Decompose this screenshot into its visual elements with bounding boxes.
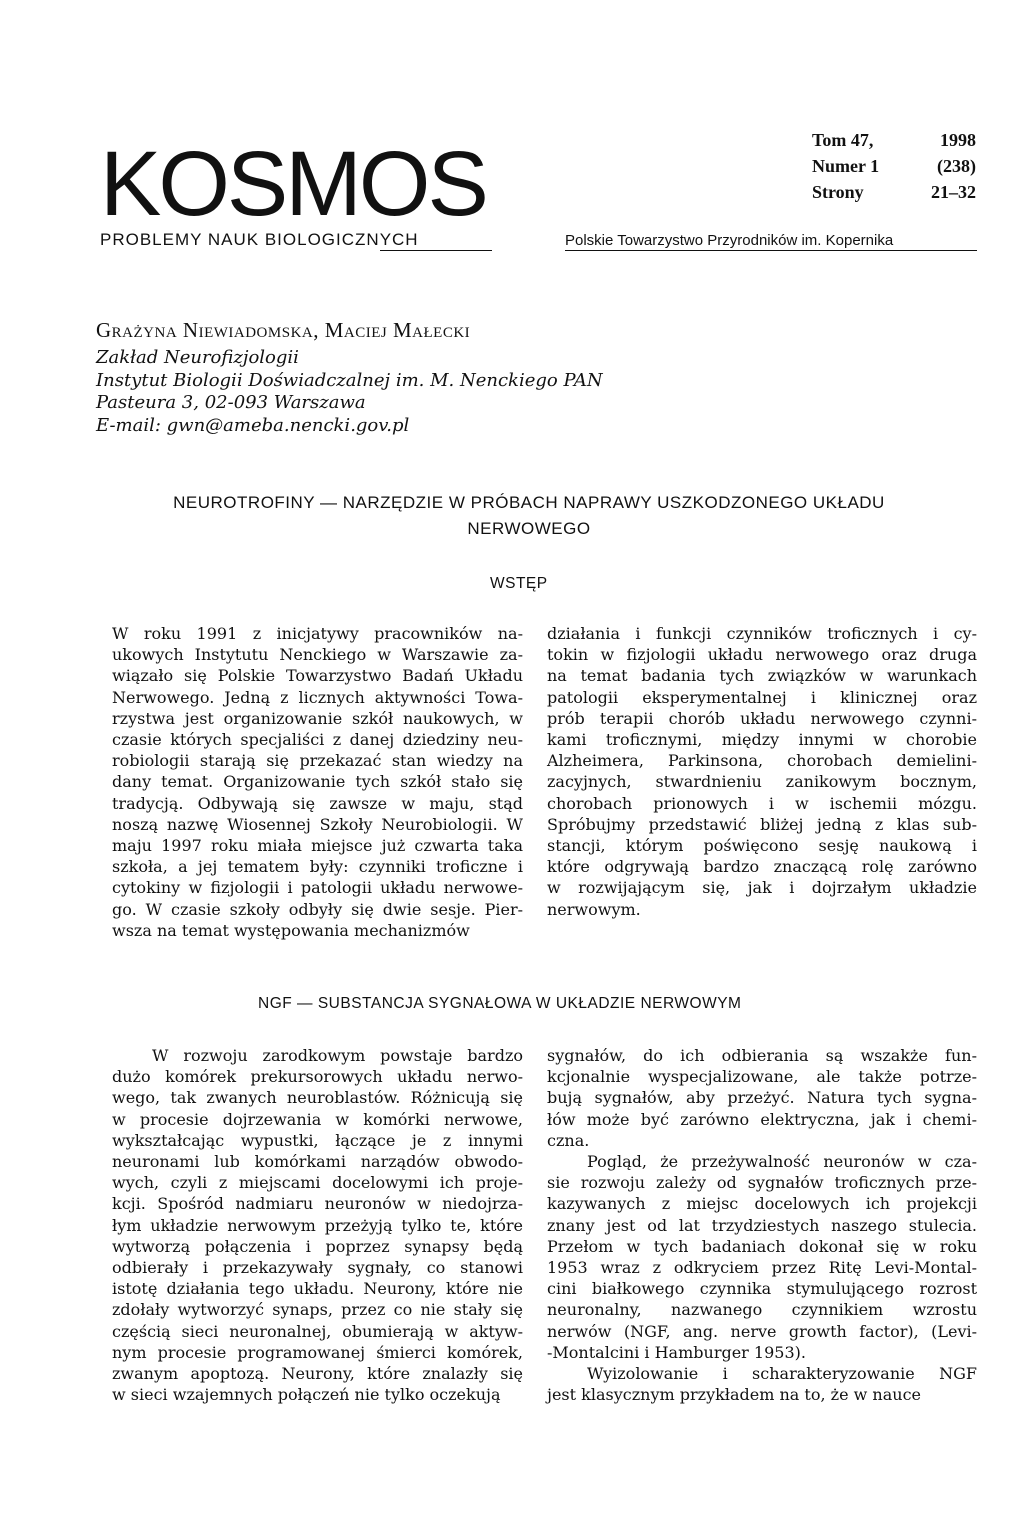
volume-value: 1998 [940, 130, 976, 150]
section-heading-ngf: NGF — SUBSTANCJA SYGNAŁOWA W UKŁADZIE NERWOWYM [258, 995, 742, 1012]
text-line: cytokiny w fizjologii i patologii układu nerwowe- [112, 878, 523, 898]
text-line: robiologii starają się przekazać stan wiedzy na [112, 751, 523, 771]
text-line: znany jest od lat trzydziestych naszego stulecia. [547, 1215, 977, 1235]
text-line: Wyizolowanie i scharakteryzowanie NGF [587, 1364, 977, 1384]
text-line: jest klasycznym przykładem na to, że w nauce [547, 1385, 922, 1405]
affiliation-line: Pasteura 3, 02-093 Warszawa [96, 392, 366, 413]
text-line: dużo komórek prekursorowych układu nerwo- [112, 1067, 523, 1087]
article-title-line: NERWOWEGO [467, 519, 591, 538]
affiliation-email: E-mail: gwn@ameba.nencki.gov.pl [96, 414, 410, 436]
text-line: dany temat. Organizowanie tych szkół stało się [112, 772, 523, 792]
society-name: Polskie Towarzystwo Przyrodników im. Kopernika [565, 232, 894, 249]
text-line: na temat badania tych związków w warunkach [547, 666, 977, 686]
text-line: W rozwoju zarodkowym powstaje bardzo [152, 1046, 523, 1065]
text-line: Pogląd, że przeżywalność neuronów w cza- [587, 1152, 977, 1172]
text-line: noszą nazwę Wiosennej Szkoły Neurobiologii. W [112, 814, 523, 834]
text-line: w procesie dojrzewania w komórki nerwowe, [112, 1109, 523, 1129]
authors: Grażyna Niewiadomska, Maciej Małecki [96, 318, 471, 342]
intro-right-column [547, 623, 977, 920]
issue-value: (238) [937, 156, 976, 176]
header-rule-right [565, 250, 977, 251]
text-line: wykształcając wypustki, łączące je z innymi [112, 1130, 523, 1150]
text-line: nym procesie programowanej śmierci komórek, [112, 1342, 523, 1362]
volume-label: Tom 47, [812, 130, 874, 150]
journal-logo: KOSMOS [100, 133, 486, 235]
text-line: rzystwa jest organizowanie szkół naukowych, w [112, 708, 523, 728]
text-line: sygnałów, do ich odbierania są wszakże fun- [547, 1046, 977, 1065]
text-line: wsza na temat występowania mechanizmów [112, 920, 470, 940]
text-line: neuronalny, nazwanego czynnikiem wzrostu [547, 1300, 977, 1320]
text-line: chorobach prionowych i w ischemii mózgu. [547, 793, 977, 813]
ngf-right-column [547, 1045, 977, 1405]
article-title-line: NEUROTROFINY — NARZĘDZIE W PRÓBACH NAPRAWY USZKODZONEGO UKŁADU [173, 493, 885, 512]
text-line: szkoła, a jej tematem były: czynniki troficzne i [112, 857, 523, 877]
text-line: nerwowym. [547, 899, 641, 919]
article-title [96, 490, 962, 542]
text-line: neuronami lub komórkami narządów obwodo- [112, 1152, 523, 1172]
text-line: Spróbujmy przedstawić bliżej jedną z klas sub- [547, 814, 977, 834]
text-line: wiązało się Polskie Towarzystwo Badań Układu [112, 666, 523, 686]
text-line: cini białkowego czynnika stymulującego rozrost [547, 1279, 977, 1299]
text-line: patologii eksperymentalnej i klinicznej oraz [547, 687, 977, 707]
pages-label: Strony [812, 182, 864, 202]
header-rule-left [380, 250, 492, 251]
text-line: Nerwowego. Jedną z licznych aktywności Towa- [112, 687, 523, 707]
text-line: wytworzą połączenia i poprzez synapsy będą [112, 1236, 523, 1256]
text-line: kami troficznymi, między innymi w chorobie [547, 730, 977, 750]
text-line: bują sygnałów, aby przeżyć. Natura tych sygna- [547, 1088, 977, 1108]
text-line: wych, czyli z miejscami docelowymi ich proje- [112, 1173, 523, 1193]
text-line: maju 1997 roku miała miejsce już czwarta taka [112, 836, 523, 856]
section-heading-intro: WSTĘP [490, 575, 548, 592]
text-line: zwanym apoptozą. Neurony, które znalazły się [112, 1364, 523, 1384]
journal-subtitle: PROBLEMY NAUK BIOLOGICZNYCH [100, 230, 419, 249]
text-line: wego, tak zwanych neuroblastów. Różnicują się [112, 1088, 523, 1108]
text-line: tradycją. Odbywają się zawsze w maju, stąd [112, 793, 523, 813]
text-line: działania i funkcji czynników troficznych i cy- [547, 624, 977, 643]
text-line: -Montalcini i Hamburger 1953). [547, 1342, 806, 1362]
text-line: zacyjnych, stwardnieniu zanikowym bocznym, [547, 772, 977, 792]
text-line: sie rozwoju zależy od sygnałów troficznych prze- [547, 1173, 977, 1193]
text-line: łów może być zarówno elektryczna, jak i chemi- [547, 1109, 977, 1129]
text-line: czasie których specjaliści z danej dziedziny neu- [112, 730, 523, 750]
text-line: Alzheimera, Parkinsona, chorobach demielini- [547, 751, 977, 771]
text-line: łym układzie nerwowym przeżyją tylko te, które [112, 1215, 523, 1235]
text-line: w rozwijającym się, jak i dojrzałym układzie [547, 878, 977, 898]
issue-label: Numer 1 [812, 156, 880, 176]
text-line: kcji. Spośród nadmiaru neuronów w niedojrza- [112, 1194, 523, 1214]
text-line: stancji, którym poświęcono sesję naukową i [547, 836, 977, 856]
affiliation [96, 347, 603, 437]
text-line: częścią sieci neuronalnej, obumierają w aktyw- [112, 1321, 523, 1341]
pages-value: 21–32 [931, 182, 976, 202]
ngf-left-column [112, 1045, 523, 1405]
text-line: kazywanych z miejsc docelowych ich projekcji [547, 1194, 977, 1214]
text-line: W roku 1991 z inicjatywy pracowników na- [112, 624, 523, 643]
affiliation-line: Instytut Biologii Doświadczalnej im. M. Nenckiego PAN [96, 369, 603, 391]
text-line: nerwów (NGF, ang. nerve growth factor), (Levi- [547, 1321, 977, 1341]
text-line: kcjonalnie wyspecjalizowane, ale także potrze- [547, 1067, 977, 1087]
text-line: odbierały i przekazywały sygnały, co stanowi [112, 1258, 523, 1278]
text-line: czna. [547, 1130, 590, 1150]
text-line: ukowych Instytutu Nenckiego w Warszawie za- [112, 645, 523, 665]
text-line: go. W czasie szkoły odbyły się dwie sesje. Pier- [112, 899, 523, 919]
text-line: w sieci wzajemnych połączeń nie tylko oczekują [112, 1385, 501, 1405]
affiliation-line: Zakład Neurofizjologii [96, 347, 299, 368]
text-line: tokin w fizjologii układu nerwowego oraz druga [547, 645, 977, 665]
text-line: prób terapii chorób układu nerwowego czynni- [547, 708, 977, 728]
text-line: 1953 wraz z odkryciem przez Ritę Levi-Montal- [547, 1258, 977, 1278]
text-line: zdołały wytworzyć synaps, przez co nie stały się [112, 1300, 523, 1320]
text-line: które odgrywają bardzo znaczącą rolę zarówno [547, 857, 977, 877]
text-line: Przełom w tych badaniach dokonał się w roku [547, 1236, 977, 1256]
text-line: istotę działania tego układu. Neurony, które nie [112, 1279, 523, 1299]
intro-left-column [112, 623, 523, 941]
volume-info [812, 127, 976, 205]
